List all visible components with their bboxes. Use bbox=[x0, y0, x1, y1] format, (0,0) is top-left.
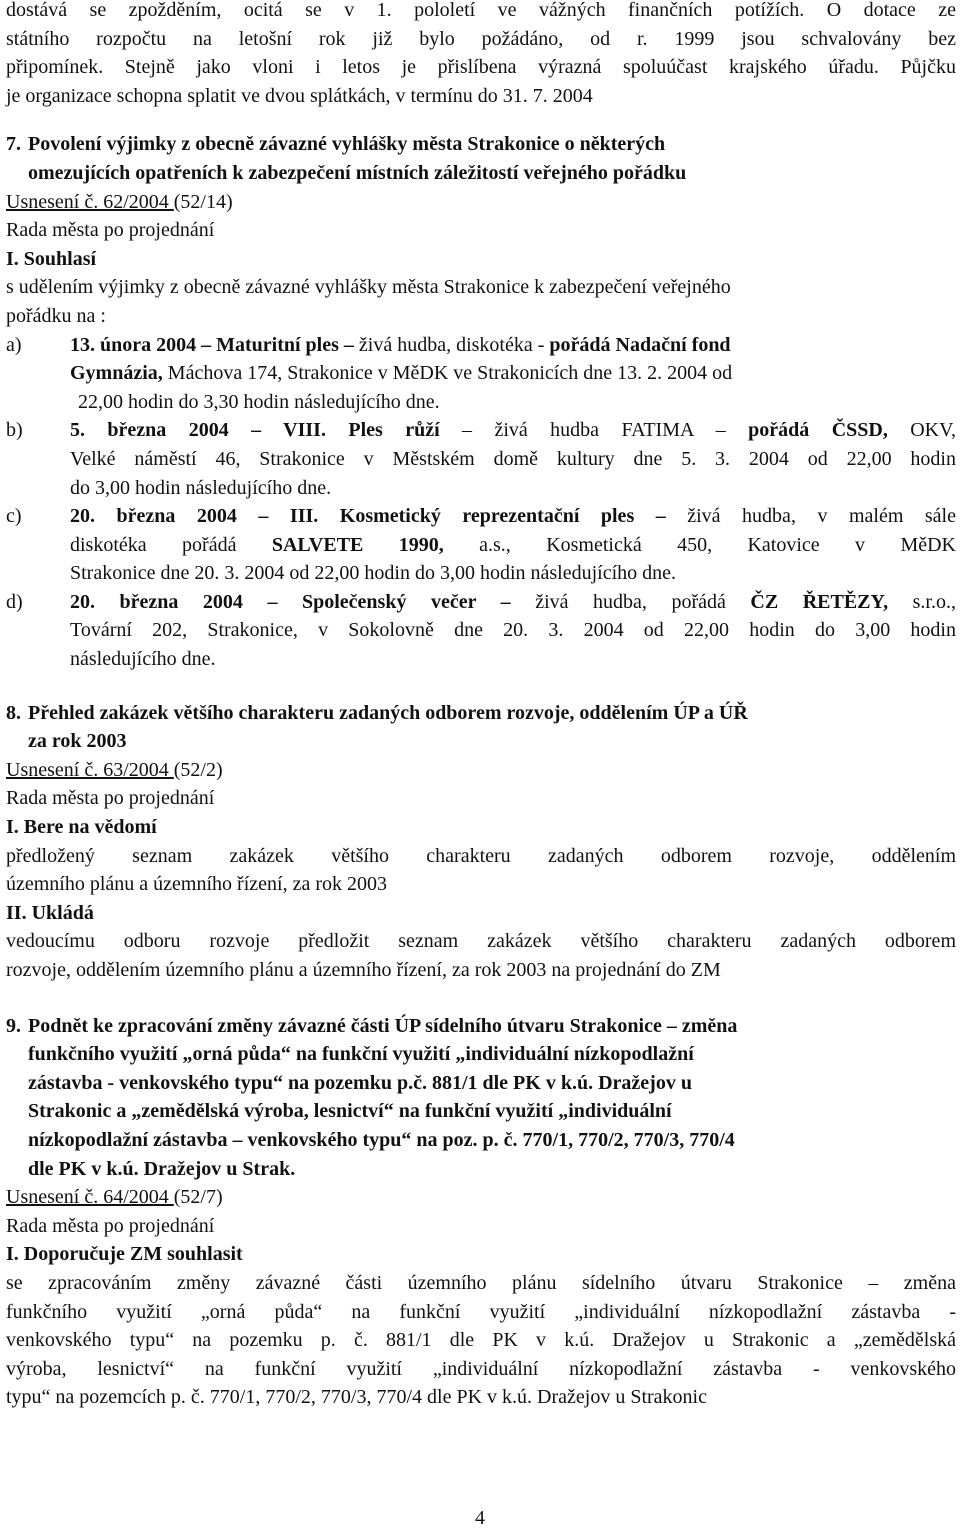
decision-heading: I. Doporučuje ZM souhlasit bbox=[6, 1243, 243, 1266]
section-title-line: Povolení výjimky z obecně závazné vyhlášky města Strakonice o některých bbox=[28, 133, 666, 156]
section-title-line: Přehled zakázek většího charakteru zadaných odborem rozvoje, oddělením ÚP a ÚŘ bbox=[28, 701, 748, 724]
section-title-line: funkčního využití „orná půda“ na funkční využití „individuální nízkopodlažní bbox=[28, 1043, 694, 1066]
body-text: se zpracováním změny závazné části územního plánu sídelního útvaru Strakonice – změna bbox=[6, 1271, 956, 1294]
section-title-line: omezujících opatřeních k zabezpečení místních záležitostí veřejného pořádku bbox=[28, 161, 687, 184]
body-text: pořádku na : bbox=[6, 304, 106, 327]
section-8-heading bbox=[6, 699, 956, 756]
body-text: typu“ na pozemcích p. č. 770/1, 770/2, 770/3, 770/4 dle PK v k.ú. Dražejov u Strakonic bbox=[6, 1386, 707, 1409]
list-item: a) 13. února 2004 – Maturitní ples – živá hudba, diskotéka - pořádá Nadační fond Gymnázia, Máchova 174, Strakonice v MěDK ve Strakonicích dne 13. 2. 2004 od 22,00 hodin do 3,30 hodin následujícího dne. bbox=[6, 333, 733, 413]
intro-line: dostává se zpožděním, ocitá se v 1. pololetí ve vážných finančních potížích. O dotace ze bbox=[6, 0, 956, 21]
body-text: rozvoje, oddělením územního plánu a územního řízení, za rok 2003 na projednání do ZM bbox=[6, 959, 721, 981]
body-text: výroba, lesnictví“ na funkční využití „individuální nízkopodlažní zástavba - venkovského bbox=[6, 1357, 956, 1380]
council-statement: Rada města po projednání bbox=[6, 219, 215, 242]
body-text: funkčního využití „orná půda“ na funkční využití „individuální nízkopodlažní zástavba - bbox=[6, 1300, 956, 1323]
section-7-heading bbox=[6, 130, 956, 187]
section-title-line: dle PK v k.ú. Dražejov u Strak. bbox=[28, 1157, 296, 1180]
body-text: venkovského typu“ na pozemku p. č. 881/1 dle PK v k.ú. Dražejov u Strakonic a „zemědělská bbox=[6, 1329, 956, 1352]
resolution-number: Usnesení č. 62/2004 (52/14) bbox=[6, 190, 233, 213]
intro-line: státního rozpočtu na letošní rok již bylo požádáno, od r. 1999 jsou schvalovány bez bbox=[6, 27, 956, 50]
list-item: d) 20. března 2004 – Společenský večer – živá hudba, pořádá ČZ ŘETĚZY, s.r.o., Tovární 202, Strakonice, v Sokolovně dne 20. 3. 2004 od 22,00 hodin do 3,00 hodin následujícího dne. bbox=[6, 590, 956, 671]
list-item: c) 20. března 2004 – III. Kosmetický reprezentační ples – živá hudba, v malém sále diskotéka pořádá SALVETE 1990, a.s., Kosmetická 450, Katovice v MěDK Strakonice dne 20. 3. 2004 od 22,00 hodin do 3,00 hodin následujícího dne. bbox=[6, 505, 956, 585]
body-text: vedoucímu odboru rozvoje předložit seznam zakázek většího charakteru zadaných odborem bbox=[6, 930, 956, 953]
section-title-line: za rok 2003 bbox=[28, 730, 127, 753]
council-statement: Rada města po projednání bbox=[6, 787, 215, 810]
intro-line: připomínek. Stejně jako vloni i letos je přislíbena výrazná spoluúčast krajského úřadu. Půjčku bbox=[6, 56, 956, 79]
section-title-line: zástavba - venkovského typu“ na pozemku p.č. 881/1 dle PK v k.ú. Dražejov u bbox=[28, 1071, 692, 1094]
list-item: b) 5. března 2004 – VIII. Ples růží – živá hudba FATIMA – pořádá ČSSD, OKV, Velké náměstí 46, Strakonice v Městském domě kultury dne 5. 3. 2004 od 22,00 hodin do 3,00 hodin následujícího dne. bbox=[6, 419, 956, 499]
intro-line: je organizace schopna splatit ve dvou splátkách, v termínu do 31. 7. 2004 bbox=[6, 84, 593, 107]
section-title-line: nízkopodlažní zástavba – venkovského typu“ na poz. p. č. 770/1, 770/2, 770/3, 770/4 bbox=[28, 1128, 735, 1151]
body-text: předložený seznam zakázek většího charakteru zadaných odborem rozvoje, oddělením bbox=[6, 844, 956, 867]
decision-heading: I. Bere na vědomí bbox=[6, 816, 157, 839]
section-number: 9. bbox=[6, 1014, 21, 1037]
page-number: 4 bbox=[475, 1507, 485, 1529]
section-9-heading bbox=[6, 1012, 956, 1184]
section-title-line: Podnět ke zpracování změny závazné části ÚP sídelního útvaru Strakonice – změna bbox=[28, 1014, 738, 1037]
section-title-line: Strakonic a „zemědělská výroba, lesnictví“ na funkční využití „individuální bbox=[28, 1100, 672, 1123]
decision-heading: I. Souhlasí bbox=[6, 247, 97, 270]
resolution-number: Usnesení č. 64/2004 (52/7) bbox=[6, 1186, 223, 1209]
section-number: 7. bbox=[6, 133, 21, 156]
body-text: s udělením výjimky z obecně závazné vyhlášky města Strakonice k zabezpečení veřejného bbox=[6, 276, 731, 299]
resolution-number: Usnesení č. 63/2004 (52/2) bbox=[6, 758, 223, 781]
section-number: 8. bbox=[6, 701, 21, 724]
decision-heading: II. Ukládá bbox=[6, 901, 94, 924]
body-text: územního plánu a územního řízení, za rok 2003 bbox=[6, 873, 387, 896]
document-page bbox=[6, 0, 956, 1412]
council-statement: Rada města po projednání bbox=[6, 1214, 215, 1237]
